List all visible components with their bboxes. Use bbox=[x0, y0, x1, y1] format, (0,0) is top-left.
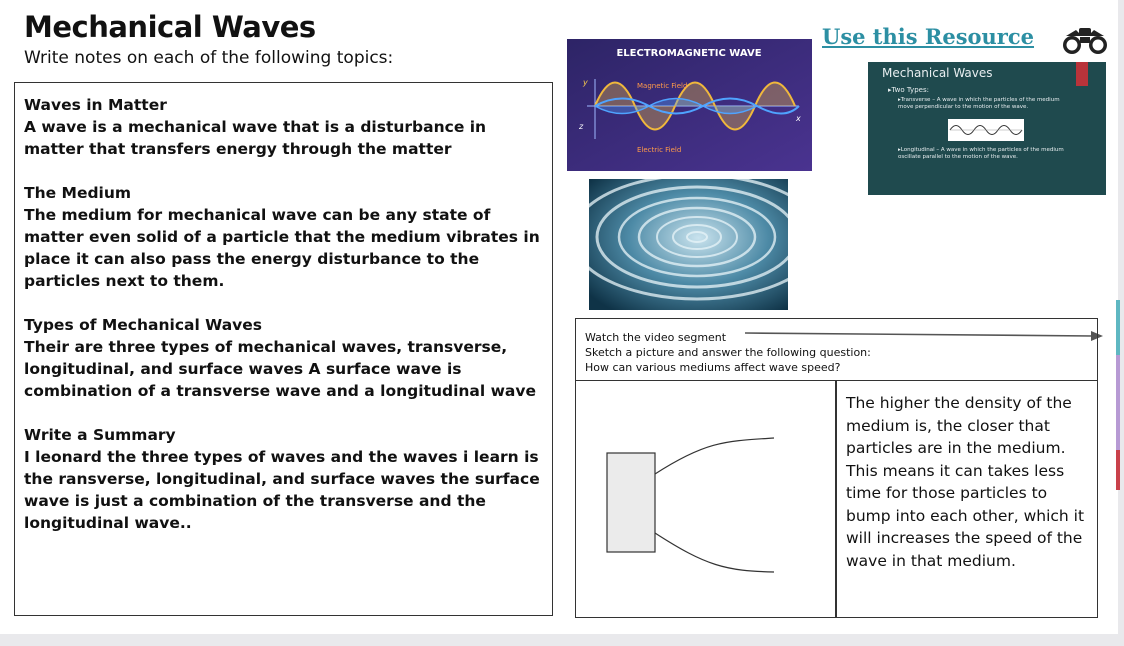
section-heading: Types of Mechanical Waves bbox=[24, 316, 263, 334]
page-subtitle: Write notes on each of the following topics: bbox=[24, 48, 394, 68]
side-accent-teal bbox=[1116, 300, 1120, 355]
notes-section-types bbox=[24, 314, 543, 402]
mechanical-waves-slide-thumbnail[interactable] bbox=[868, 62, 1106, 195]
section-heading: The Medium bbox=[24, 184, 132, 202]
video-instructions bbox=[576, 319, 1097, 381]
column-divider bbox=[835, 381, 837, 617]
water-ripple-image bbox=[589, 179, 788, 310]
section-body: I leonard the three types of waves and the waves i learn is the ransverse, longitudinal, and surface waves the surface wave is just a combination of the transverse and the longitudinal wave.. bbox=[24, 448, 540, 532]
instruction-question: How can various mediums affect wave speed? bbox=[585, 361, 841, 374]
thumb-title: Mechanical Waves bbox=[882, 66, 993, 80]
instruction-sketch: Sketch a picture and answer the following question: bbox=[585, 346, 871, 359]
section-body: A wave is a mechanical wave that is a disturbance in matter that transfers energy through the matter bbox=[24, 118, 487, 158]
thumb-transverse-text: ▸Transverse – A wave in which the particles of the medium move perpendicular to the motion of the wave. bbox=[898, 97, 1060, 110]
axis-z-label: z bbox=[579, 122, 584, 131]
electromagnetic-wave-image bbox=[567, 39, 812, 171]
binoculars-icon[interactable] bbox=[1060, 24, 1110, 56]
page-title: Mechanical Waves bbox=[24, 10, 316, 44]
section-heading: Write a Summary bbox=[24, 426, 176, 444]
thumb-longitudinal-text: ▸Longitudinal – A wave in which the particles of the medium oscillate parallel to the motion of the wave. bbox=[898, 147, 1064, 160]
side-accent-red bbox=[1116, 450, 1120, 490]
use-this-resource-link[interactable]: Use this Resource bbox=[822, 24, 1035, 49]
thumb-bookmark-tab bbox=[1076, 62, 1088, 86]
thumb-bullet-main: ▸Two Types: bbox=[888, 86, 929, 94]
axis-x-label: x bbox=[796, 114, 801, 123]
axis-y-label: y bbox=[583, 78, 588, 87]
section-body: The medium for mechanical wave can be any state of matter even solid of a particle that the medium vibrates in place it can also pass the energy disturbance to the particles next to them. bbox=[24, 206, 540, 290]
instruction-watch-video: Watch the video segment bbox=[585, 331, 727, 344]
notes-section-the-medium bbox=[24, 182, 543, 292]
notes-section-summary bbox=[24, 424, 543, 534]
sketch-drawing-area[interactable] bbox=[576, 381, 835, 617]
video-question-table bbox=[575, 318, 1098, 618]
electric-field-label: Electric Field bbox=[637, 146, 682, 154]
section-heading: Waves in Matter bbox=[24, 96, 167, 114]
section-body: Their are three types of mechanical waves, transverse, longitudinal, and surface waves A surface wave is combination of a transverse wave and a longitudinal wave bbox=[24, 338, 536, 400]
thumb-transverse-wave-diagram bbox=[948, 119, 1024, 141]
em-title: ELECTROMAGNETIC WAVE bbox=[616, 48, 762, 59]
notes-section-waves-in-matter bbox=[24, 94, 543, 160]
magnetic-field-label: Magnetic Field bbox=[637, 82, 688, 90]
answer-textbox[interactable]: The higher the density of the medium is, the closer that particles are in the medium. This means it can takes less time for those particles to bump into each other, which it will increases the speed of the wave in that medium. bbox=[846, 394, 1085, 570]
notes-textbox[interactable] bbox=[14, 82, 553, 616]
side-accent-purple bbox=[1116, 355, 1120, 450]
